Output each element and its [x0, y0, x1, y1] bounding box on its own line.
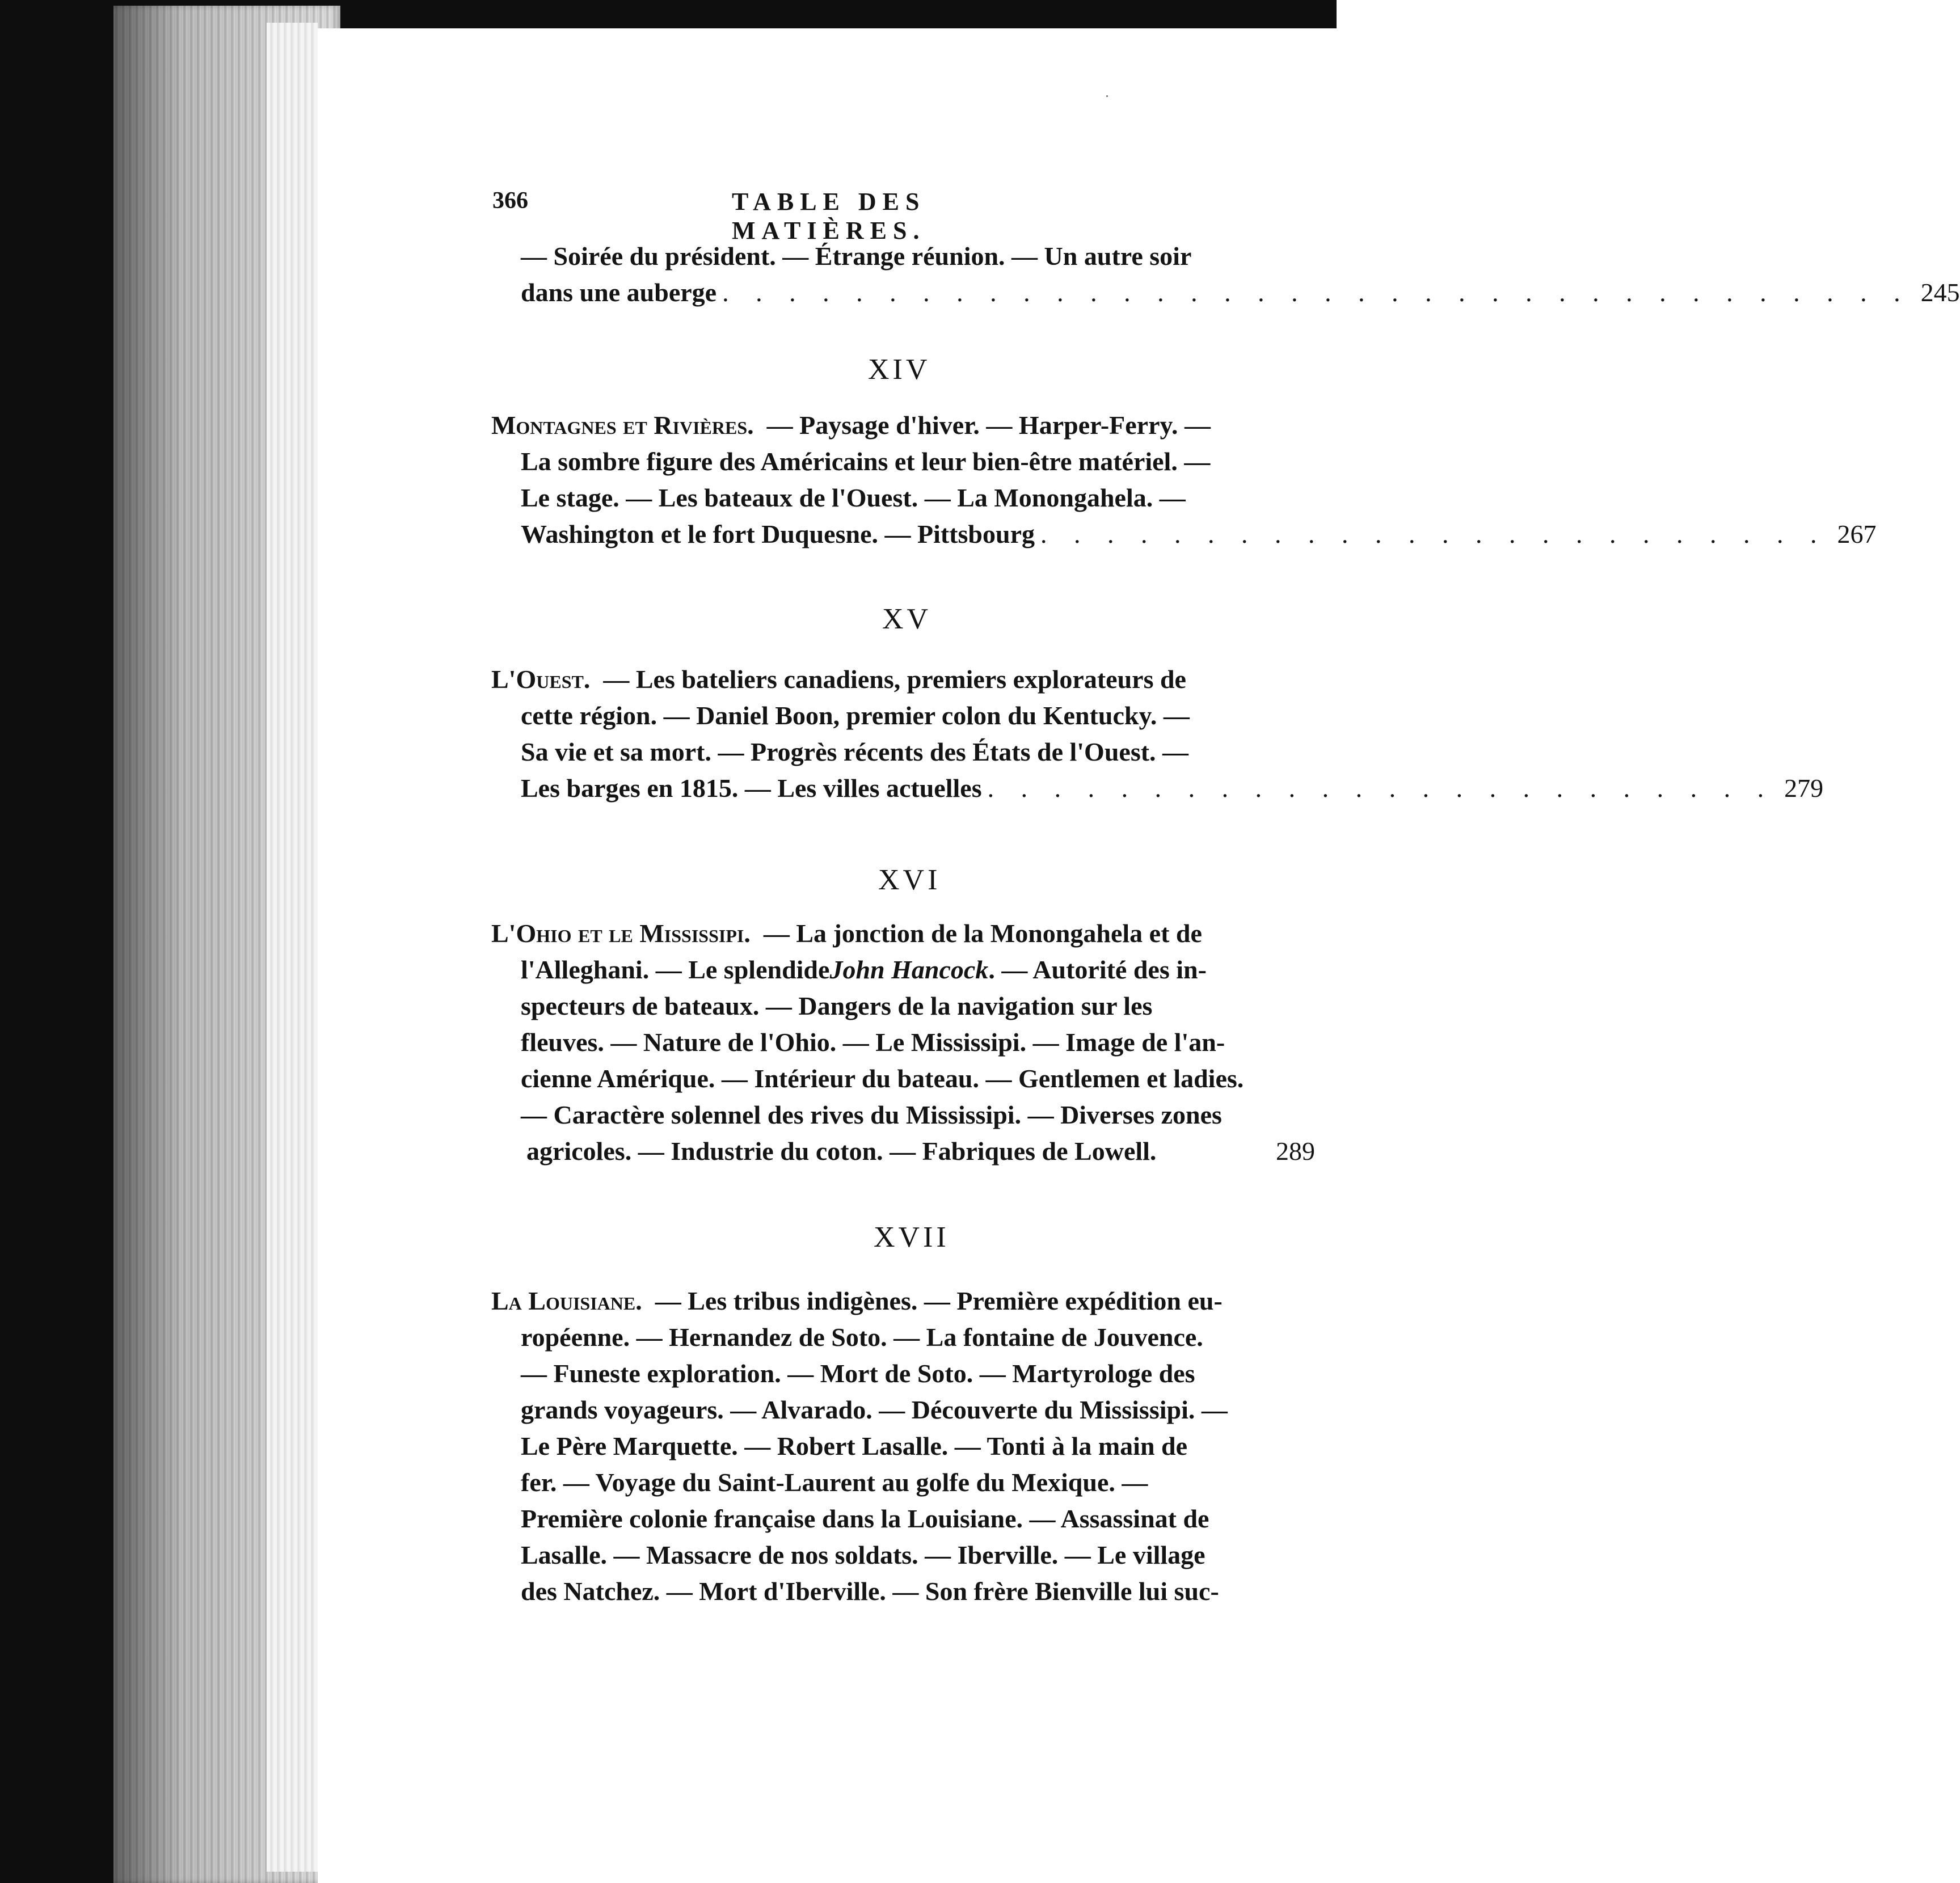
- toc-text: — Caractère solennel des rives du Mississipi. — Diverses zones: [521, 1100, 1222, 1129]
- toc-text: grands voyageurs. — Alvarado. — Découverte du Mississipi. —: [521, 1395, 1228, 1424]
- chapter-numeral: XIV: [868, 353, 931, 386]
- toc-text: Washington et le fort Duquesne. — Pittsbourg: [521, 520, 1035, 548]
- toc-line: [521, 1428, 1315, 1464]
- scan-background-left: [0, 0, 125, 1883]
- toc-line-with-page: [526, 1133, 1315, 1170]
- toc-text: La sombre figure des Américains et leur bien-être matériel. —: [521, 447, 1211, 476]
- chapter-lead: Montagnes et Rivières.: [491, 411, 754, 440]
- chapter-numeral: XVII: [874, 1221, 950, 1253]
- toc-line: [521, 1356, 1315, 1392]
- toc-text: fer. — Voyage du Saint-Laurent au golfe du Mexique. —: [521, 1468, 1148, 1497]
- toc-line-with-page: [521, 275, 1960, 311]
- toc-line: [491, 407, 1315, 444]
- toc-text: . — Autorité des in-: [988, 955, 1207, 984]
- toc-text: Première colonie française dans la Louisiane. — Assassinat de: [521, 1504, 1209, 1533]
- toc-text: Lasalle. — Massacre de nos soldats. — Iberville. — Le village: [521, 1540, 1205, 1569]
- toc-line: [521, 1501, 1315, 1537]
- toc-text: — Les bateliers canadiens, premiers explorateurs de: [603, 665, 1186, 694]
- toc-line: [521, 1392, 1315, 1428]
- toc-line-with-page: [521, 516, 1877, 552]
- toc-text: dans une auberge: [521, 278, 717, 307]
- chapter-lead: L'Ouest.: [491, 665, 591, 694]
- toc-text: — Funeste exploration. — Mort de Soto. — Martyrologe des: [521, 1359, 1195, 1388]
- toc-text: — La jonction de la Monongahela et de: [763, 919, 1202, 948]
- toc-text: — Les tribus indigènes. — Première expédition eu-: [655, 1286, 1223, 1315]
- toc-text: specteurs de bateaux. — Dangers de la navigation sur les: [521, 991, 1153, 1020]
- chapter-numeral: XV: [882, 603, 932, 635]
- toc-text: des Natchez. — Mort d'Iberville. — Son frère Bienville lui suc-: [521, 1577, 1219, 1606]
- toc-text: cienne Amérique. — Intérieur du bateau. — Gentlemen et ladies.: [521, 1064, 1244, 1093]
- page-header: [492, 187, 1116, 244]
- dot-leader: . . . . . . . . . . . . . . . . . . . . . . . .: [1040, 520, 1827, 548]
- toc-text: ropéenne. — Hernandez de Soto. — La fontaine de Jouvence.: [521, 1323, 1203, 1352]
- toc-text: agricoles. — Industrie du coton. — Fabriques de Lowell.: [526, 1137, 1157, 1166]
- toc-text: cette région. — Daniel Boon, premier colon du Kentucky. —: [521, 701, 1190, 730]
- toc-line: [521, 952, 1315, 988]
- toc-line: [491, 661, 1315, 698]
- toc-line: [521, 1464, 1315, 1501]
- toc-text: Le stage. — Les bateaux de l'Ouest. — La Monongahela. —: [521, 483, 1186, 512]
- toc-line: [491, 1283, 1315, 1319]
- page-number: 366: [492, 188, 528, 214]
- toc-line: [521, 1573, 1315, 1610]
- toc-line: [521, 1097, 1315, 1133]
- ship-name: John Hancock: [829, 955, 989, 984]
- toc-line: [521, 988, 1315, 1024]
- toc-line: [521, 698, 1315, 734]
- toc-line: [521, 1319, 1315, 1356]
- toc-line: [491, 915, 1315, 952]
- toc-line: [521, 444, 1315, 480]
- toc-page-number: 279: [1784, 774, 1824, 803]
- toc-line-with-page: [521, 770, 1824, 807]
- toc-line: [521, 1024, 1315, 1061]
- toc-text: Le Père Marquette. — Robert Lasalle. — Tonti à la main de: [521, 1432, 1188, 1460]
- chapter-lead: La Louisiane.: [491, 1286, 642, 1315]
- dot-leader: . . . . . . . . . . . . . . . . . . . . . . . .: [987, 774, 1774, 803]
- toc-line: [521, 1061, 1315, 1097]
- running-title: TABLE DES MATIÈRES.: [732, 188, 926, 244]
- toc-line: [521, 734, 1315, 770]
- toc-line: [521, 480, 1315, 516]
- chapter-numeral: XVI: [878, 864, 941, 896]
- toc-text: — Soirée du président. — Étrange réunion. — Un autre soir: [521, 242, 1192, 271]
- toc-page-number: 267: [1837, 520, 1877, 548]
- toc-text: Sa vie et sa mort. — Progrès récents des États de l'Ouest. —: [521, 737, 1189, 766]
- toc-text: l'Alleghani. — Le splendide: [521, 955, 830, 984]
- dot-leader: . . . . . . . . . . . . . . . . . . . . . . . . . . . . . . . . . . . .: [722, 278, 1911, 307]
- toc-page-number: 289: [1276, 1137, 1315, 1166]
- toc-line: [521, 238, 1315, 275]
- toc-text: — Paysage d'hiver. — Harper-Ferry. —: [766, 411, 1211, 440]
- book-inner-edges: [267, 23, 318, 1872]
- toc-page-number: 245: [1920, 278, 1960, 307]
- toc-line: [521, 1537, 1315, 1573]
- toc-text: fleuves. — Nature de l'Ohio. — Le Mississipi. — Image de l'an-: [521, 1028, 1225, 1057]
- paper-speck: [1106, 95, 1108, 97]
- chapter-lead: L'Ohio et le Mississipi.: [491, 919, 751, 948]
- toc-text: Les barges en 1815. — Les villes actuelles: [521, 774, 982, 803]
